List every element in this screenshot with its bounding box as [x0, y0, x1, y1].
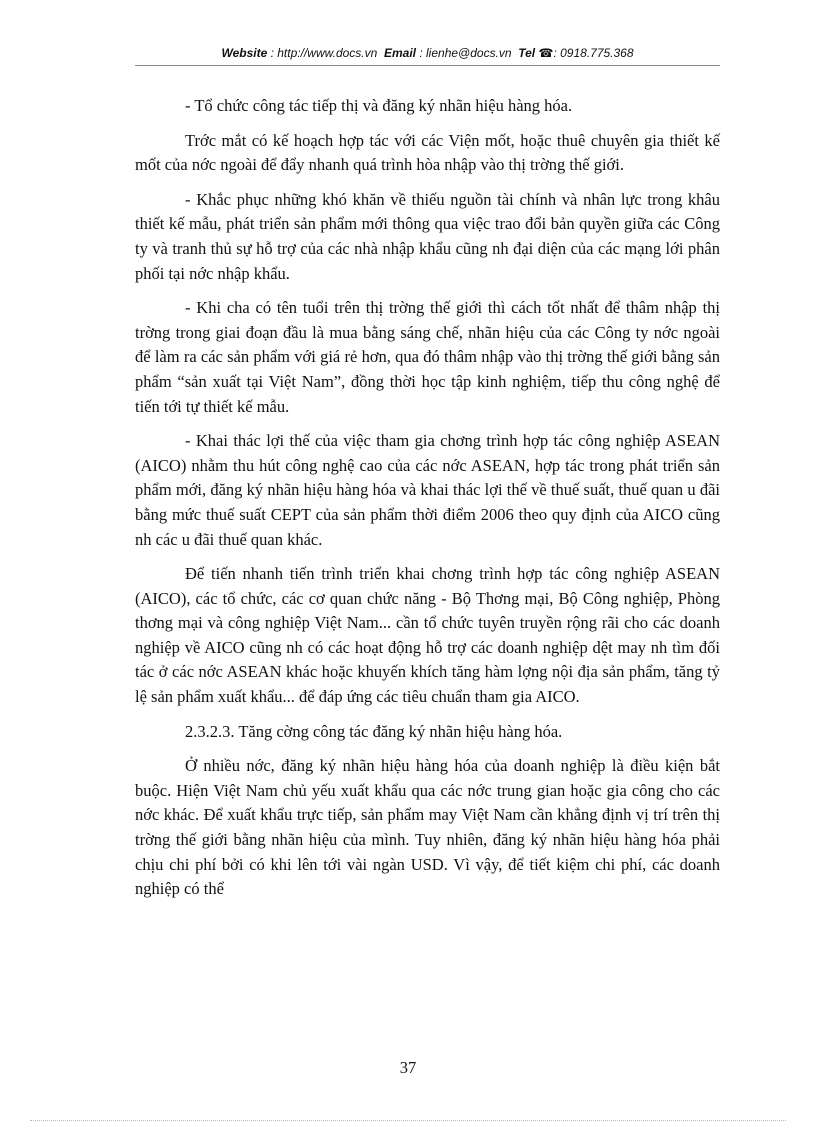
phone-icon: ☎ [538, 46, 554, 60]
email-link[interactable]: : lienhe@docs.vn [419, 46, 512, 60]
email-label: Email [383, 46, 416, 60]
paragraph-aico-implementation: Để tiến nhanh tiến trình triển khai chơng trình hợp tác công nghiệp ASEAN (AICO), các tổ chức, các cơ quan chức năng - Bộ Thơng mại, Bộ Công nghiệp, Phòng thơng mại và công nghiệp Việt Nam... cần tổ chức tuyên truyền rộng rãi cho các doanh nghiệp về AICO cũng nh có các hoạt động hỗ trợ các doanh nghiệp dệt may nh tìm đối tác ở các nớc ASEAN khác hoặc khuyến khích tăng hàm lợng nội địa sản phẩm, tăng tỷ lệ sản phẩm xuất khẩu... để đáp ứng các tiêu chuẩn tham gia AICO. [135, 564, 720, 707]
paragraph-trademark-registration: Ở nhiều nớc, đăng ký nhãn hiệu hàng hóa của doanh nghiệp là điều kiện bắt buộc. Hiện Việt Nam chủ yếu xuất khẩu qua các nớc trung gian hoặc gia công cho các nớc khác. Để xuất khẩu trực tiếp, sản phẩm may Việt Nam cần khẳng định vị trí trên thị trờng thế giới bằng nhãn hiệu của mình. Tuy nhiên, đăng ký nhãn hiệu hàng hóa phải chịu chi phí bởi có khi lên tới vài ngàn USD. Vì vậy, để tiết kiệm chi phí, các doanh nghiệp có thể [135, 756, 720, 899]
paragraph-fashion-institutes: Trớc mắt có kế hoạch hợp tác với các Viện mốt, hoặc thuê chuyên gia thiết kế mốt của nớc ngoài để đẩy nhanh quá trình hòa nhập vào thị trờng thế giới. [135, 130, 720, 175]
paragraph-aico-advantages: - Khai thác lợi thế của việc tham gia chơng trình hợp tác công nghiệp ASEAN (AICO) nhằm thu hút công nghệ cao của các nớc ASEAN, hợp tác trong phát triển sản phẩm mới, đăng ký nhãn hiệu hàng hóa và khai thác lợi thế về thuế suất, thuế quan u đãi bằng mức thuế suất CEPT của sản phẩm thời điểm 2006 theo quy định của AICO cũng nh các u đãi thuế quan khác. [135, 431, 720, 549]
paragraph-marketing-item: - Tổ chức công tác tiếp thị và đăng ký nhãn hiệu hàng hóa. [185, 96, 573, 115]
footer-divider [30, 1120, 786, 1121]
page-number: 37 [399, 1058, 417, 1077]
website-label: Website [221, 46, 268, 60]
paragraph-overcome-difficulties: - Khắc phục những khó khăn về thiếu nguồn tài chính và nhân lực trong khâu thiết kế mẫu, phát triển sản phẩm mới thông qua việc trao đổi bản quyền giữa các Công ty và tranh thủ sự hỗ trợ của các nhà nhập khẩu cũng nh đại diện của các mạng lới phân phối tại nớc nhập khẩu. [135, 189, 720, 283]
tel-value: : 0918.775.368 [553, 46, 634, 60]
section-heading: 2.3.2.3. Tăng cờng công tác đăng ký nhãn hiệu hàng hóa. [185, 721, 563, 741]
paragraph-buy-patents: - Khi cha có tên tuổi trên thị trờng thế giới thì cách tốt nhất để thâm nhập thị trờng trong giai đoạn đầu là mua bằng sáng chế, nhãn hiệu của các Công ty nớc ngoài để làm ra các sản phẩm với giá rẻ hơn, qua đó thâm nhập vào thị trờng thế giới bằng sản phẩm “sản xuất tại Việt Nam”, đồng thời học tập kinh nghiệm, tiếp thu công nghệ để tiến tới tự thiết kế mẫu. [135, 298, 720, 416]
document-body [135, 94, 720, 912]
tel-label: Tel [518, 46, 536, 60]
header-divider [135, 65, 720, 66]
page-header [135, 46, 720, 60]
website-link[interactable]: : http://www.docs.vn [270, 46, 378, 60]
